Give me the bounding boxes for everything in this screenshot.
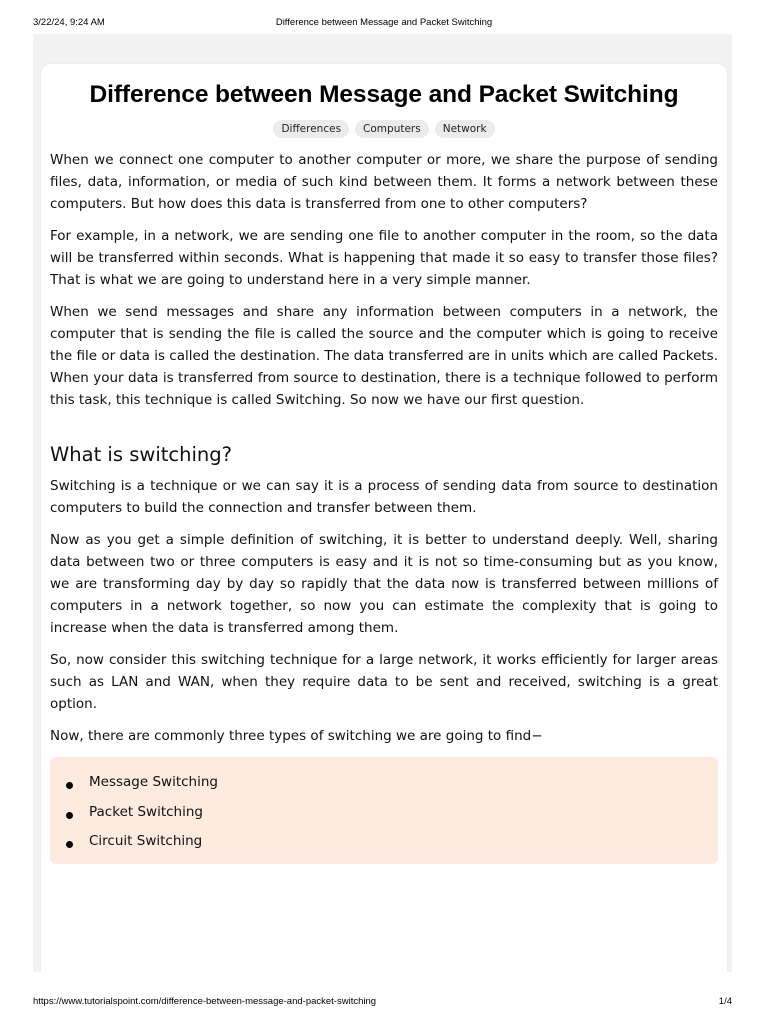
- article-body: [50, 149, 718, 864]
- bullet-icon: [66, 841, 73, 848]
- tag-computers[interactable]: Computers: [355, 120, 429, 138]
- list-item: [50, 801, 718, 823]
- intro-paragraph: When we connect one computer to another computer or more, we share the purpose of sending files, data, information, or media of such kind between them. It forms a network between these computers. But how does this data is transferred from one to other computers?: [50, 152, 718, 212]
- print-page-number: 1/4: [718, 996, 732, 1007]
- list-item-label: Packet Switching: [89, 803, 203, 820]
- print-header: [33, 17, 735, 29]
- tag-network[interactable]: Network: [435, 120, 495, 138]
- list-item: [50, 771, 718, 793]
- tag-list: [50, 120, 718, 138]
- print-url: https://www.tutorialspoint.com/difference-between-message-and-packet-switching: [33, 996, 377, 1007]
- section-heading: What is switching?: [50, 443, 232, 466]
- intro-paragraph: When we send messages and share any information between computers in a network, the computer that is sending the file is called the source and the computer which is going to receive the file or data is called the destination. The data transferred are in units which are called Packets. When your data is transferred from source to destination, there is a technique followed to perform this task, this technique is called Switching. So now we have our first question.: [50, 304, 718, 408]
- switching-types-list: [50, 771, 718, 852]
- list-item: [50, 830, 718, 852]
- tag-differences[interactable]: Differences: [273, 120, 349, 138]
- section-paragraph: Now as you get a simple definition of switching, it is better to understand deeply. Well, sharing data between two or three computers is easy and it is not so time-consuming but as you know, we are transforming day by day so rapidly that the data now is transferred between millions of computers in a network together, so now you can estimate the complexity that is going to increase when the data is transferred among them.: [50, 532, 718, 636]
- print-footer: [33, 996, 735, 1008]
- list-item-label: Message Switching: [89, 774, 218, 790]
- list-item-label: Circuit Switching: [89, 833, 203, 849]
- intro-paragraph: For example, in a network, we are sending one file to another computer in the room, so the data will be transferred within seconds. What is happening that made it so easy to transfer those files? That is what we are going to understand here in a very simple manner.: [50, 228, 718, 288]
- print-datetime: 3/22/24, 9:24 AM: [33, 17, 105, 28]
- section-paragraph: Switching is a technique or we can say it is a process of sending data from source to destination computers to build the connection and transfer between them.: [50, 478, 718, 516]
- page-frame: [33, 34, 732, 972]
- section-paragraph: So, now consider this switching technique for a large network, it works efficiently for larger areas such as LAN and WAN, when they require data to be sent and received, switching is a great option.: [50, 652, 718, 712]
- article-card: [41, 64, 727, 972]
- bullet-icon: [66, 812, 73, 819]
- print-document-title: Difference between Message and Packet Switching: [275, 17, 493, 28]
- switching-types-box: [50, 757, 718, 864]
- section-paragraph: Now, there are commonly three types of switching we are going to find−: [50, 728, 543, 744]
- article-title: Difference between Message and Packet Switching: [89, 81, 679, 108]
- bullet-icon: [66, 782, 73, 789]
